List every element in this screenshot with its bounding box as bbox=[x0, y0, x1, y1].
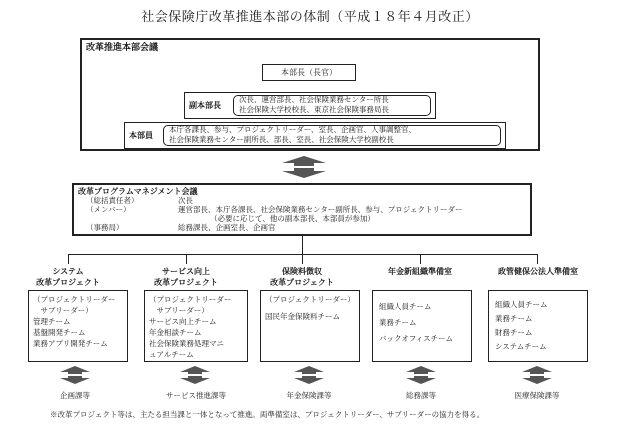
vice-chief-label: 副本部長 bbox=[189, 101, 221, 110]
pm-row-label: （メンバー） bbox=[86, 205, 131, 214]
reform-headquarters-box bbox=[80, 38, 540, 151]
team-item: 管理チーム bbox=[33, 317, 71, 326]
pm-heading: 改革プログラムマネジメント会議 bbox=[78, 187, 198, 196]
team-item: サービス向上チーム bbox=[149, 317, 217, 326]
pm-row-value: （必要に応じて、他の副本部長、本部員が参加） bbox=[210, 214, 375, 223]
division-label: 企画課等 bbox=[60, 391, 90, 400]
project-title-service bbox=[136, 266, 236, 288]
team-item: （プロジェクトリーダー） bbox=[265, 295, 355, 304]
double-arrow-icon bbox=[60, 366, 90, 384]
connector-line bbox=[68, 254, 538, 255]
team-item: （プロジェクトリーダー bbox=[149, 295, 232, 304]
chief-box bbox=[262, 64, 356, 81]
project-title-line: 改革プロジェクト bbox=[154, 278, 218, 287]
project-box-pension-org bbox=[372, 290, 472, 362]
project-title-line: 年金新組織準備室 bbox=[388, 267, 452, 276]
project-title-pension-org bbox=[366, 266, 474, 277]
team-item: 業務アプリ開発チーム bbox=[33, 339, 108, 348]
double-arrow-icon bbox=[282, 156, 326, 178]
project-title-health-insurance bbox=[480, 266, 596, 277]
team-item: 社会保険業務処理マニ bbox=[149, 339, 224, 348]
team-item: （プロジェクトリーダー bbox=[33, 295, 116, 304]
project-box-health-insurance bbox=[488, 290, 588, 362]
team-item: 業務チーム bbox=[379, 318, 417, 327]
chief-label: 本部長（長官） bbox=[281, 68, 337, 77]
footnote: ※改革プロジェクト等は、主たる担当課と一体となって推進。両準備室は、プロジェクトリーダー、サブリーダーの協力を得る。 bbox=[50, 410, 485, 419]
project-title-line: 改革プロジェクト bbox=[36, 278, 100, 287]
member-line-2: 社会保険業務センター副所長、部長、室長、社会保険大学校副校長 bbox=[169, 135, 394, 144]
project-title-collection bbox=[252, 266, 352, 288]
team-item: システムチーム bbox=[495, 342, 547, 351]
project-box-collection bbox=[260, 290, 360, 362]
members-box bbox=[124, 122, 506, 149]
pm-row-label: （事務局） bbox=[86, 223, 124, 232]
team-item: バックオフィスチーム bbox=[379, 334, 454, 343]
vice-chief-box bbox=[184, 92, 436, 119]
connector-line bbox=[302, 254, 303, 264]
program-management-box bbox=[72, 183, 532, 236]
team-item: 組織人員チーム bbox=[379, 302, 432, 311]
project-title-line: サービス向上 bbox=[162, 267, 210, 276]
connector-line bbox=[420, 254, 421, 264]
double-arrow-icon bbox=[406, 366, 436, 384]
project-title-line: システム bbox=[52, 267, 84, 276]
team-item: 業務チーム bbox=[495, 314, 533, 323]
division-label: サービス推進課等 bbox=[166, 391, 226, 400]
project-title-line: 政管健保公法人準備室 bbox=[498, 267, 578, 276]
headquarters-heading: 改革推進本部会議 bbox=[86, 43, 159, 53]
division-label: 医療保険課等 bbox=[514, 391, 560, 400]
member-line-1: 本庁各課長、参与、プロジェクトリーダー、室長、企画官、人事調整官、 bbox=[169, 125, 417, 134]
project-title-line: 改革プロジェクト bbox=[270, 278, 334, 287]
pm-row-value: 総務課長、企画室長、企画官 bbox=[178, 223, 276, 232]
project-box-service bbox=[144, 290, 248, 362]
pm-row-label: （総括責任者） bbox=[86, 196, 139, 205]
team-item: 財務チーム bbox=[495, 328, 533, 337]
project-title-line: 保険料徴収 bbox=[282, 267, 322, 276]
double-arrow-icon bbox=[522, 366, 552, 384]
team-item: 組織人員チーム bbox=[495, 300, 548, 309]
double-arrow-icon bbox=[180, 366, 210, 384]
project-title-system bbox=[18, 266, 118, 288]
team-item: 国民年金保険料チーム bbox=[265, 312, 340, 321]
team-item: サブリーダー） bbox=[149, 306, 209, 315]
team-item: 年金相談チーム bbox=[149, 328, 202, 337]
connector-line bbox=[537, 254, 538, 264]
double-arrow-icon bbox=[294, 366, 324, 384]
vice-member-line-2: 社会保険大学校校長、東京社会保険事務局長 bbox=[239, 105, 389, 114]
vice-member-line-1: 次長、運営部長、社会保険業務センター所長 bbox=[239, 95, 389, 104]
pm-row-value: 次長 bbox=[178, 196, 193, 205]
connector-line bbox=[302, 236, 303, 254]
page-title: 社会保険庁改革推進本部の体制（平成１８年４月改正） bbox=[141, 10, 479, 25]
team-item: サブリーダー） bbox=[33, 306, 93, 315]
connector-line bbox=[68, 254, 69, 264]
division-label: 年金保険課等 bbox=[286, 391, 332, 400]
team-item: ュアルチーム bbox=[149, 350, 194, 359]
members-label: 本部員 bbox=[129, 131, 153, 140]
division-label: 総務課等 bbox=[406, 391, 436, 400]
team-item: 基盤開発チーム bbox=[33, 328, 86, 337]
project-box-system bbox=[28, 290, 128, 362]
connector-line bbox=[186, 254, 187, 264]
pm-row-value: 運営部長、本庁各課長、社会保険業務センター副所長、参与、プロジェクトリーダー bbox=[178, 205, 463, 214]
